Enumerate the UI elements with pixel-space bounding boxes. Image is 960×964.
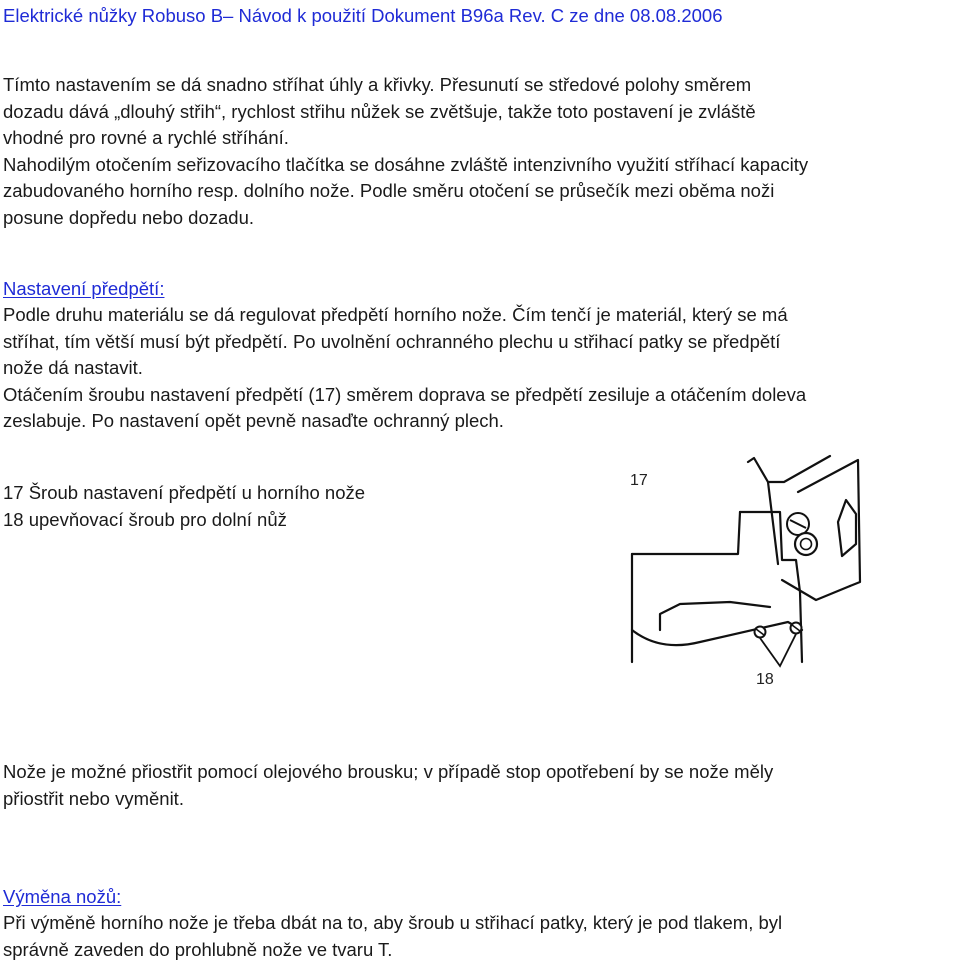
- paragraph-line: stříhat, tím větší musí být předpětí. Po uvolnění ochranného plechu u střihací patky se předpětí: [3, 330, 781, 352]
- figure-legend: [3, 480, 365, 533]
- cutting-foot-outline: [632, 622, 802, 645]
- adjusting-screw-17: [787, 513, 817, 555]
- paragraph-line: Nahodilým otočením seřizovacího tlačítka se dosáhne zvláště intenzivního využití stříhací kapacity: [3, 153, 809, 175]
- preload-heading: Nastavení předpětí:: [3, 278, 165, 299]
- blade-arm-outline: [748, 456, 830, 482]
- blade-replacement-heading: Výměna nožů:: [3, 886, 122, 907]
- leader-lines: [760, 634, 796, 666]
- paragraph-line: zabudovaného horního resp. dolního nože. Podle směru otočení se průsečík mezi oběma noži: [3, 180, 775, 201]
- paragraph-line: Nože je možné přiostřit pomocí olejového brousku; v případě stop opotřebení by se nože měly: [3, 761, 774, 782]
- blade-replacement-paragraph: [3, 910, 782, 963]
- paragraph-line: vhodné pro rovné a rychlé stříhání.: [3, 127, 289, 148]
- paragraph-line: Při výměně horního nože je třeba dbát na to, aby šroub u střihací patky, který je pod tlakem, byl: [3, 912, 783, 933]
- paragraph-line: zeslabuje. Po nastavení opět pevně nasaďte ochranný plech.: [3, 410, 504, 431]
- preload-paragraph: [3, 302, 806, 435]
- paragraph-line: dozadu dává „dlouhý střih“, rychlost střihu nůžek se zvětšuje, takže toto postavení je zvláště: [3, 100, 756, 122]
- blade-edge-outline: [838, 500, 856, 556]
- document-header: Elektrické nůžky Robuso B– Návod k použití Dokument B96a Rev. C ze dne 08.08.2006: [3, 5, 723, 26]
- intro-paragraph: [3, 72, 808, 231]
- paragraph-line: nože dá nastavit.: [3, 357, 143, 378]
- paragraph-line: Tímto nastavením se dá snadno stříhat úhly a křivky. Přesunutí se středové polohy směrem: [3, 74, 752, 95]
- cutting-foot-outline: [660, 602, 770, 630]
- paragraph-line: Podle druhu materiálu se dá regulovat předpětí horního nože. Čím tenčí je materiál, který se má: [3, 304, 788, 325]
- label-17: 17: [630, 472, 648, 489]
- sharpening-paragraph: [3, 759, 773, 812]
- blade-arm-outline: [782, 580, 850, 600]
- paragraph-line: Otáčením šroubu nastavení předpětí (17) směrem doprava se předpětí zesiluje a otáčením doleva: [3, 383, 807, 405]
- head-outline: [632, 512, 740, 554]
- paragraph-line: přiostřit nebo vyměnit.: [3, 787, 184, 809]
- blade-arm-outline: [768, 482, 778, 564]
- paragraph-line: správně zaveden do prohlubně nože ve tvaru T.: [3, 938, 393, 960]
- shear-head-diagram: [620, 452, 940, 712]
- legend-item: 18 upevňovací šroub pro dolní nůž: [3, 508, 287, 530]
- paragraph-line: posune dopředu nebo dozadu.: [3, 206, 254, 228]
- label-18: 18: [756, 671, 774, 688]
- legend-item: 17 Šroub nastavení předpětí u horního nože: [3, 482, 366, 503]
